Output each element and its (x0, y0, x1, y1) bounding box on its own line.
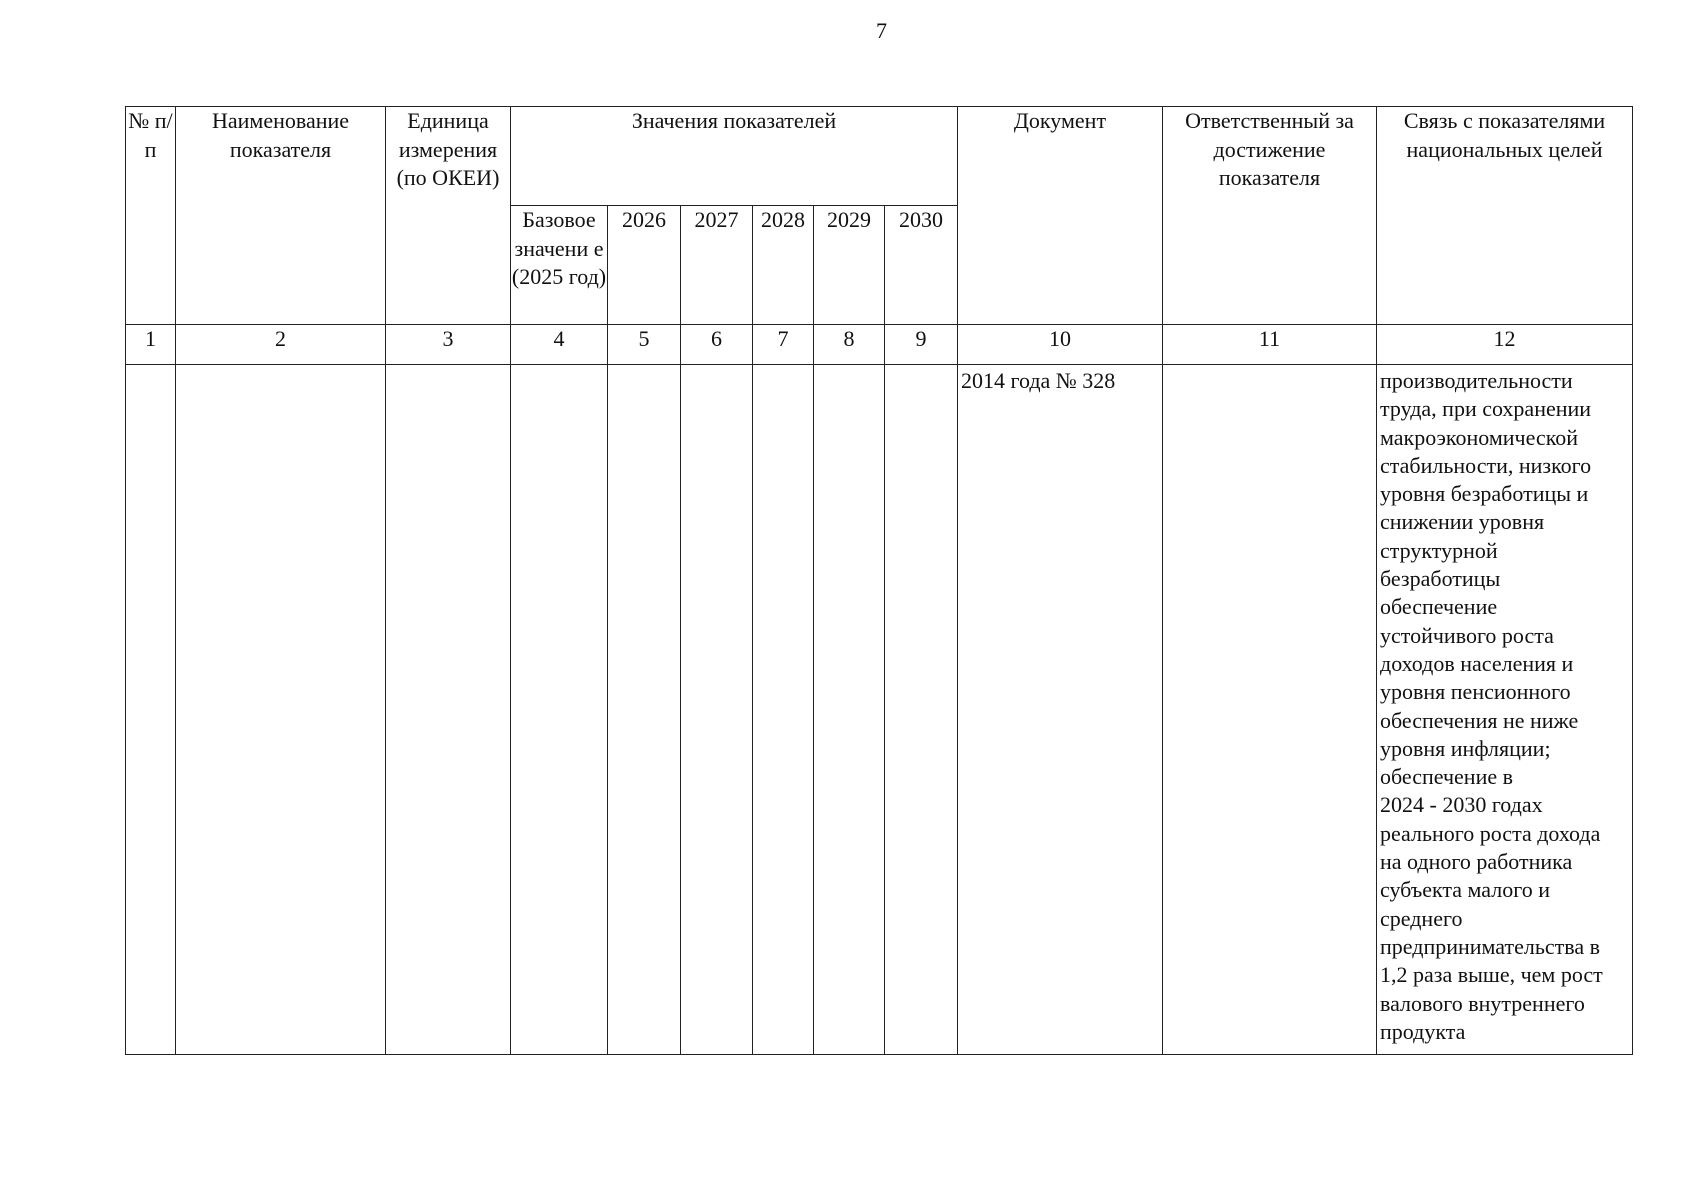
header-indicator-name: Наименование показателя (176, 107, 386, 325)
goal-text-line: на одного работника (1380, 849, 1573, 875)
column-number: 8 (814, 325, 885, 365)
row-base-value-cell (511, 365, 608, 1055)
header-year-2027: 2027 (681, 206, 753, 325)
row-national-goals-cell (1377, 365, 1633, 1055)
column-number: 5 (608, 325, 681, 365)
goal-text-line: производительности (1380, 368, 1573, 393)
goal-text-line: обеспечения не ниже (1380, 707, 1579, 733)
header-document: Документ (958, 107, 1163, 325)
goal-text-line: уровня пенсионного (1380, 679, 1571, 705)
goal-text-line: уровня инфляции; (1380, 735, 1551, 761)
row-value-2026-cell (608, 365, 681, 1055)
header-values-group: Значения показателей (511, 107, 958, 206)
column-number: 7 (753, 325, 814, 365)
row-document-cell: 2014 года № 328 (958, 365, 1163, 1055)
header-responsible: Ответственный за достижение показателя (1163, 107, 1377, 325)
column-number: 6 (681, 325, 753, 365)
row-value-2028-cell (753, 365, 814, 1055)
goal-text-line: безработицы (1380, 566, 1501, 592)
page-number: 7 (876, 18, 887, 43)
header-year-2028: 2028 (753, 206, 814, 325)
header-year-2029: 2029 (814, 206, 885, 325)
goal-text-line: продукта (1380, 1018, 1466, 1044)
goal-text-line: предпринимательства в (1380, 933, 1601, 959)
goal-text-line: обеспечение (1380, 594, 1498, 620)
column-numbers-row (126, 325, 1633, 365)
goal-text-line: валового внутреннего (1380, 990, 1585, 1016)
goal-text-line: доходов населения и (1380, 650, 1574, 676)
header-year-2030: 2030 (885, 206, 958, 325)
goal-text-line: субъекта малого и (1380, 877, 1550, 903)
goal-text-line: снижении уровня (1380, 509, 1545, 535)
column-number: 9 (885, 325, 958, 365)
goal-text-line: реального роста дохода (1380, 820, 1601, 846)
goal-text-line: макроэкономической (1380, 424, 1579, 450)
table-row (126, 365, 1633, 1055)
indicators-table (125, 106, 1633, 1055)
header-national-goals-link: Связь с показателями национальных целей (1377, 107, 1633, 325)
header-unit: Единица измерения (по ОКЕИ) (386, 107, 511, 325)
column-number: 11 (1163, 325, 1377, 365)
goal-text-line: 2024 - 2030 годах (1380, 792, 1543, 818)
header-base-value: Базовое значени е (2025 год) (511, 206, 608, 325)
column-number: 12 (1377, 325, 1633, 365)
row-responsible-cell (1163, 365, 1377, 1055)
column-number: 3 (386, 325, 511, 365)
header-year-2026: 2026 (608, 206, 681, 325)
column-number: 1 (126, 325, 176, 365)
row-number-cell (126, 365, 176, 1055)
header-number: № п/п (126, 107, 176, 325)
goal-text-line: обеспечение в (1380, 764, 1513, 790)
row-value-2030-cell (885, 365, 958, 1055)
row-value-2029-cell (814, 365, 885, 1055)
goal-text-line: стабильности, низкого (1380, 452, 1592, 478)
row-value-2027-cell (681, 365, 753, 1055)
goal-text-line: 1,2 раза выше, чем рост (1380, 962, 1603, 988)
goal-text-line: структурной (1380, 537, 1498, 563)
column-number: 4 (511, 325, 608, 365)
row-unit-cell (386, 365, 511, 1055)
goal-text-line: труда, при сохранении (1380, 396, 1592, 422)
row-indicator-name-cell (176, 365, 386, 1055)
goal-text-line: устойчивого роста (1380, 622, 1554, 648)
goal-text-line: среднего (1380, 905, 1463, 931)
goal-text-line: уровня безработицы и (1380, 481, 1589, 507)
column-number: 2 (176, 325, 386, 365)
column-number: 10 (958, 325, 1163, 365)
